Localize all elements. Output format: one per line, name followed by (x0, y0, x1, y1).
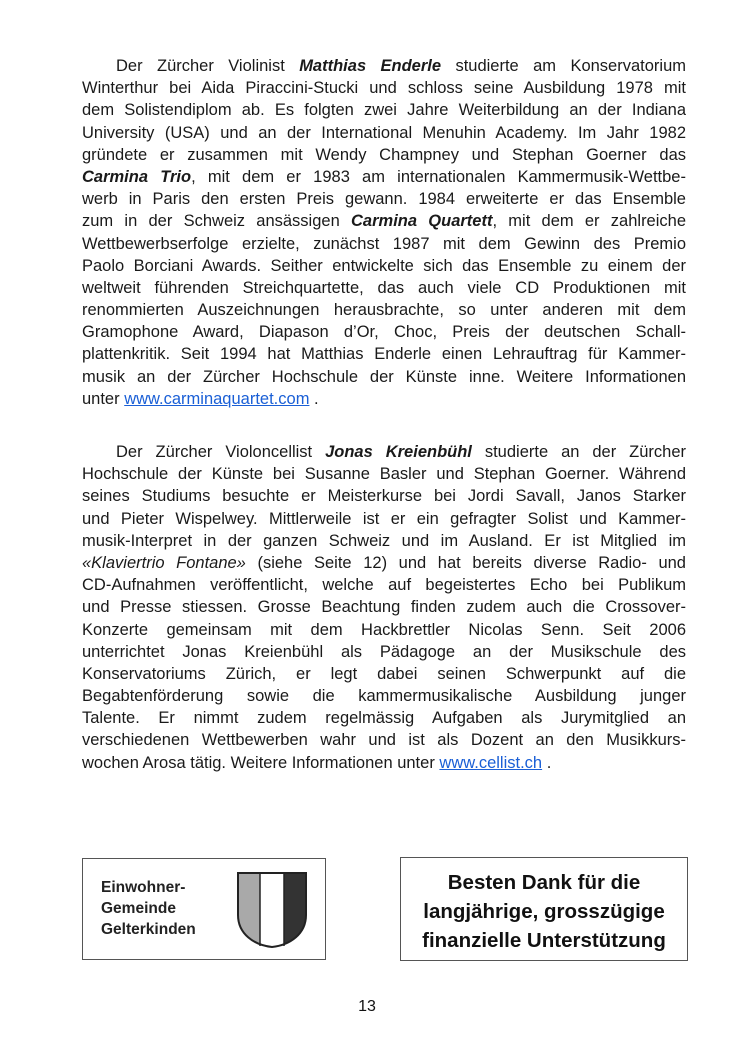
text-line: Carmina Trio, mit dem er 1983 am internationalen Kammermusik-Wettbe- (82, 167, 686, 186)
text-line: werb in Paris den ersten Preis gewann. 1984 erweiterte er das Ensemble (82, 190, 686, 209)
municipality-name-line: Gemeinde (101, 900, 176, 917)
biography-enderle (82, 55, 686, 410)
text-line: Wettbewerbserfolge erzielte, zunächst 1987 mit dem Gewinn des Premio (82, 234, 686, 253)
thanks-box (400, 857, 688, 961)
cellist-link[interactable]: www.cellist.ch (439, 753, 543, 772)
text-line: und Pieter Wispelwey. Mittlerweile ist er ein gefragter Solist und Kammer- (82, 509, 686, 528)
coat-of-arms-icon (236, 871, 308, 949)
thanks-message (401, 868, 687, 955)
text-line: dem Solistendiplom ab. Es folgten zwei Jahre Weiterbildung an der Indiana (82, 101, 686, 120)
text-line: Hochschule der Künste bei Susanne Basler und Stephan Goerner. Während (82, 465, 686, 484)
sponsor-logo-box (82, 858, 326, 960)
text-line: wochen Arosa tätig. Weitere Informationen unter www.cellist.ch . (82, 753, 552, 772)
ensemble-name: Carmina Quartett (351, 212, 493, 231)
thanks-line: langjährige, grosszügige (423, 900, 665, 923)
text-line: seines Studiums besuchte er Meisterkurse bei Jordi Savall, Janos Starker (82, 487, 686, 506)
text-line: musik-Interpret in der ganzen Schweiz und im Ausland. Er ist Mitglied im (82, 531, 686, 550)
text-line: Talente. Er nimmt zudem regelmässig Aufgaben als Jurymitglied an (82, 709, 686, 728)
text-line: unter www.carminaquartet.com . (82, 389, 319, 408)
thanks-line: finanzielle Unterstützung (422, 929, 666, 952)
text-line: Winterthur bei Aida Piraccini-Stucki und schloss seine Ausbildung 1978 mit (82, 79, 686, 98)
text-line: University (USA) und an der International Menuhin Academy. Im Jahr 1982 (82, 123, 686, 142)
text-line: gründete er zusammen mit Wendy Champney und Stephan Goerner das (82, 145, 686, 164)
text-line: CD-Aufnahmen veröffentlicht, welche auf begeistertes Echo bei Publikum (82, 576, 686, 595)
text-line: Der Zürcher Violoncellist Jonas Kreienbühl studierte an der Zürcher (116, 443, 686, 461)
text-line: und Presse stiessen. Grosse Beachtung finden zudem auch die Crossover- (82, 598, 686, 617)
thanks-line: Besten Dank für die (447, 871, 641, 894)
ensemble-name: Carmina Trio (82, 167, 192, 186)
municipality-name-line: Einwohner- (101, 879, 186, 896)
text-line: Gramophone Award, Diapason d’Or, Choc, Preis der deutschen Schall- (82, 323, 686, 342)
text-line: plattenkritik. Seit 1994 hat Matthias Enderle einen Lehrauftrag für Kammer- (82, 345, 686, 364)
text-line: unterrichtet Jonas Kreienbühl als Pädagoge an der Musikschule des (82, 642, 686, 661)
person-name: Jonas Kreienbühl (325, 443, 472, 461)
text-line: Konzerte gemeinsam mit dem Hackbrettler Nicolas Senn. Seit 2006 (82, 620, 686, 639)
carminaquartet-link[interactable]: www.carminaquartet.com (124, 389, 310, 408)
text-line: verschiedenen Wettbewerben wahr und ist als Dozent an den Musikkurs- (82, 731, 686, 750)
text-line: Konservatoriums Zürich, er legt dabei seinen Schwerpunkt auf die (82, 664, 686, 683)
text-line: Der Zürcher Violinist Matthias Enderle studierte am Konservatorium (116, 57, 686, 75)
text-line: renommierten Auszeichnungen herausbrachte, so unter anderen mit dem (82, 301, 686, 320)
text-line: musik an der Zürcher Hochschule der Künste inne. Weitere Informationen (82, 367, 686, 386)
text-line: weltweit führenden Streichquartette, das auch viele CD Produktionen mit (82, 278, 686, 297)
municipality-name (101, 877, 196, 940)
text-line: «Klaviertrio Fontane» (siehe Seite 12) und hat bereits diverse Radio- und (82, 553, 686, 572)
ensemble-name: «Klaviertrio Fontane» (82, 553, 246, 572)
municipality-name-line: Gelterkinden (101, 921, 196, 938)
text-line: Begabtenförderung sowie die kammermusikalische Ausbildung junger (82, 687, 686, 706)
person-name: Matthias Enderle (299, 57, 442, 75)
text-line: Paolo Borciani Awards. Seither entwickelte sich das Ensemble zu einem der (82, 256, 686, 275)
biography-kreienbuehl (82, 441, 686, 774)
page-number: 13 (358, 998, 376, 1015)
text-line: zum in der Schweiz ansässigen Carmina Quartett, mit dem er zahlreiche (82, 212, 686, 231)
